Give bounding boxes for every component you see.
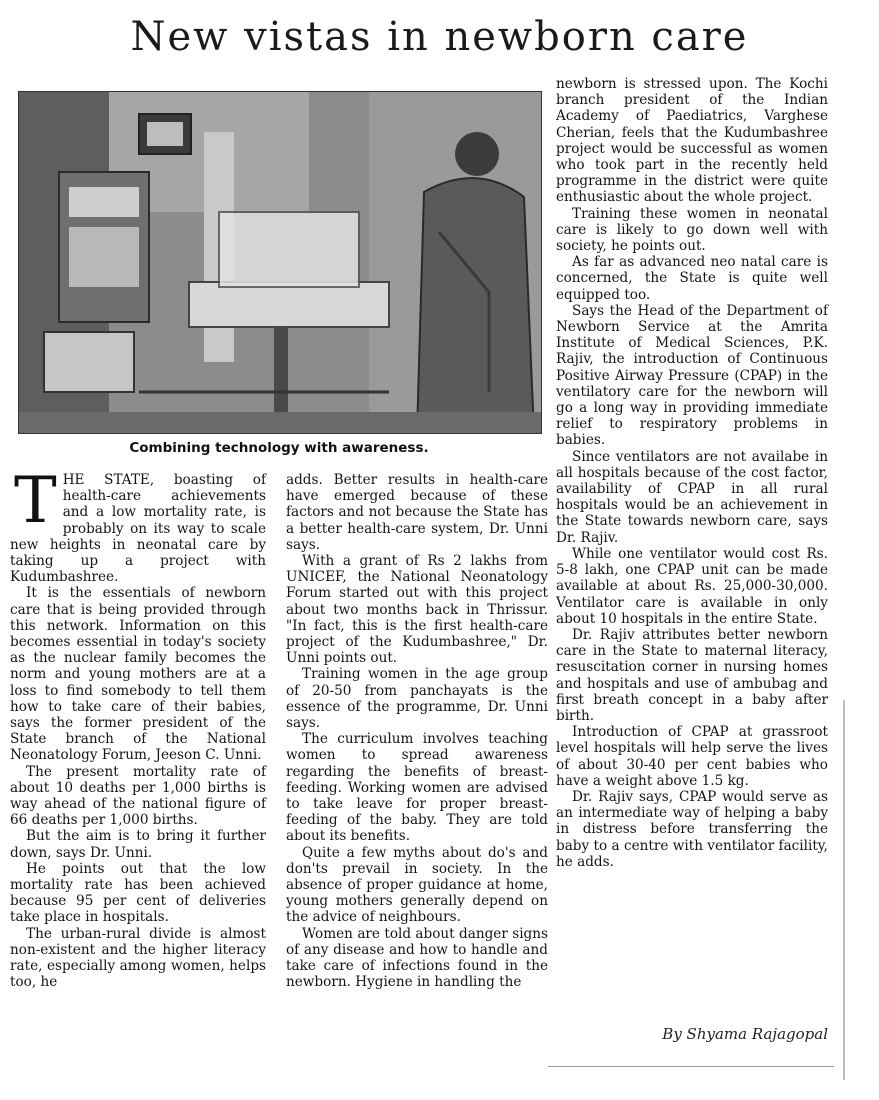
paragraph: Training women in the age group of 20-50 from panchayats is the essence of the programme, Dr. Unni says.	[286, 666, 548, 732]
paragraph: Women are told about danger signs of any disease and how to handle and take care of infections found in the newborn. Hygiene in handling the	[286, 925, 548, 991]
byline: By Shyama Rajagopal	[662, 1025, 828, 1043]
lead-text: HE STATE, boasting of health-care achievements and a low mortality rate, is probably on its way to scale new heights in neonatal care by taking up a project with Kudumbashree.	[10, 472, 266, 586]
column-2	[286, 472, 548, 991]
drop-cap: T	[14, 464, 57, 538]
paragraph: The curriculum involves teaching women to spread awareness regarding the benefits of breast-feeding. Working women are advised to take leave for proper breast-feeding of the baby. They are told about its benefits.	[286, 731, 548, 845]
paragraph: Dr. Rajiv attributes better newborn care in the State to maternal literacy, resuscitation corner in nursing homes and hospitals and use of ambubag and first breath concept in a baby after birth.	[556, 626, 828, 724]
photo-illustration	[19, 92, 541, 433]
paragraph: With a grant of Rs 2 lakhs from UNICEF, the National Neonatology Forum started out with this project about two months back in Thrissur. "In fact, this is the first health-care project of the Kudumbashree," Dr. Unni points out.	[286, 553, 548, 667]
paragraph: Introduction of CPAP at grassroot level hospitals will help serve the lives of about 30-40 per cent babies who have a weight above 1.5 kg.	[556, 724, 828, 789]
paragraph: He points out that the low mortality rate has been achieved because 95 per cent of deliveries take place in hospitals.	[10, 860, 266, 926]
paragraph: The present mortality rate of about 10 deaths per 1,000 births is way ahead of the national figure of 66 deaths per 1,000 births.	[10, 763, 266, 829]
headline: New vistas in newborn care	[130, 14, 749, 60]
paragraph: Dr. Rajiv says, CPAP would serve as an intermediate way of helping a baby in distress before transferring the baby to a centre with ventilator facility, he adds.	[556, 788, 828, 870]
paragraph: Says the Head of the Department of Newborn Service at the Amrita Institute of Medical Sciences, P.K. Rajiv, the introduction of Continuous Positive Airway Pressure (CPAP) in the ventilatory care for the newborn will go a long way in providing immediate relief to respiratory problems in babies.	[556, 302, 828, 449]
article-photo	[18, 91, 542, 434]
paragraph: As far as advanced neo natal care is concerned, the State is quite well equipped too.	[556, 254, 828, 303]
paragraph: The urban-rural divide is almost non-existent and the higher literacy rate, especially among women, helps too, he	[10, 925, 266, 991]
paragraph: Quite a few myths about do's and don'ts prevail in society. In the absence of proper guidance at home, young mothers generally depend on the advice of neighbours.	[286, 844, 548, 926]
paragraph: Since ventilators are not availabe in all hospitals because of the cost factor, availability of CPAP in all rural hospitals would be an achievement in the State towards newborn care, says Dr. Rajiv.	[556, 448, 828, 546]
paragraph: But the aim is to bring it further down, says Dr. Unni.	[10, 828, 266, 861]
lead-paragraph	[10, 464, 266, 586]
column-3	[556, 76, 828, 870]
paragraph: While one ventilator would cost Rs. 5-8 lakh, one CPAP unit can be made available at about Rs. 25,000-30,000. Ventilator care is available in only about 10 hospitals in the entire State.	[556, 545, 828, 627]
page-edge-divider	[843, 700, 845, 1080]
paragraph: adds. Better results in health-care have emerged because of these factors and not because the State has a better health-care system, Dr. Unni says.	[286, 472, 548, 553]
byline-rule	[548, 1066, 834, 1067]
paragraph: Training these women in neonatal care is likely to go down well with society, he points out.	[556, 205, 828, 255]
paragraph: newborn is stressed upon. The Kochi branch president of the Indian Academy of Paediatrics, Varghese Cherian, feels that the Kudumbashree project would be successful as women who took part in the recently held programme in the district were quite enthusiastic about the whole project.	[556, 76, 828, 206]
photo-caption: Combining technology with awareness.	[129, 440, 429, 456]
column-1	[10, 464, 266, 991]
paragraph: It is the essentials of newborn care that is being provided through this network. Information on this becomes essential in today's society as the nuclear family becomes the norm and young mothers are at a loss to find somebody to tell them how to take care of their babies, says the former president of the State branch of the National Neonatology Forum, Jeeson C. Unni.	[10, 585, 266, 764]
